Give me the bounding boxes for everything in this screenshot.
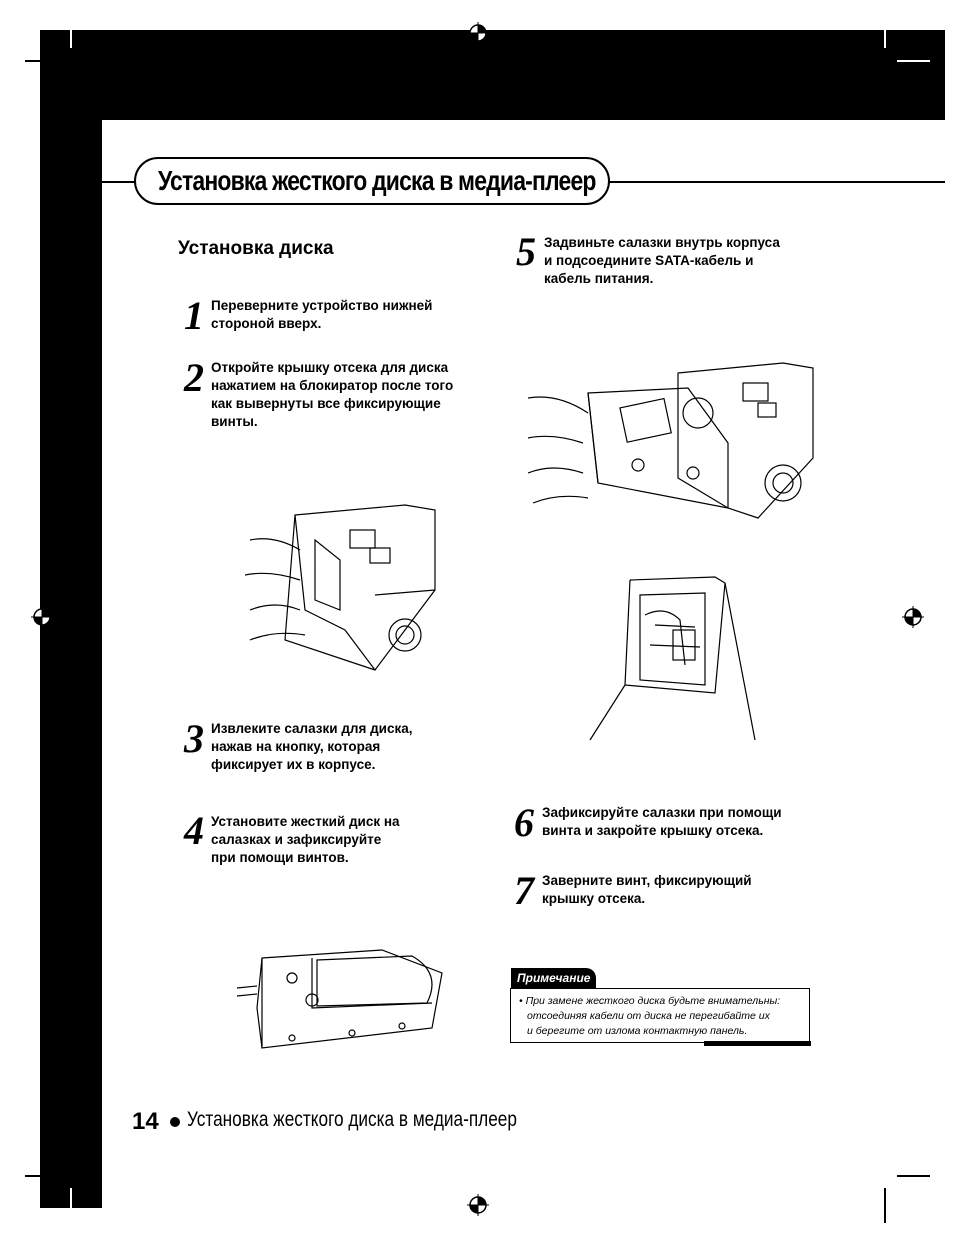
illustration-open-bay — [245, 500, 440, 680]
step-line: Откройте крышку отсека для диска — [211, 360, 449, 375]
step-number: 3 — [184, 716, 204, 761]
crosshair-registration-icon — [467, 22, 489, 44]
step-line: при помощи винтов. — [211, 850, 349, 865]
step-line: винта и закройте крышку отсека. — [542, 823, 764, 838]
note-bar — [704, 1041, 811, 1046]
crop-mark — [884, 1188, 886, 1223]
step-line: нажатием на блокиратор после того — [211, 378, 454, 393]
step-line: Извлеките салазки для диска, — [211, 721, 413, 736]
step-text — [211, 359, 453, 431]
note-line: • При замене жесткого диска будьте внимательны: — [519, 995, 781, 1007]
step-text — [542, 872, 752, 908]
step-number: 1 — [184, 293, 204, 338]
step-line: крышку отсека. — [542, 891, 646, 906]
illustration-connect-cables — [585, 575, 760, 745]
crosshair-registration-icon — [902, 606, 924, 628]
step-line: Задвиньте салазки внутрь корпуса — [544, 235, 780, 250]
title-box — [134, 157, 610, 205]
step-number: 7 — [514, 868, 534, 913]
step-line: стороной вверх. — [211, 316, 322, 331]
crop-mark — [897, 1175, 930, 1177]
crop-mark — [897, 60, 930, 62]
step-line: Установите жесткий диск на — [211, 814, 400, 829]
step-line: Заверните винт, фиксирующий — [542, 873, 752, 888]
step-number: 5 — [516, 229, 536, 274]
crop-mark — [884, 0, 886, 48]
note-line: отсоединяя кабели от диска не перегибайте их — [527, 1010, 770, 1022]
illustration-hdd-sled — [232, 948, 457, 1053]
step-line: салазках и зафиксируйте — [211, 832, 382, 847]
page-number: 14 — [132, 1108, 159, 1135]
step-number: 6 — [514, 800, 534, 845]
crosshair-registration-icon — [31, 606, 53, 628]
step-number: 2 — [184, 355, 204, 400]
crop-mark — [25, 60, 58, 62]
step-number: 4 — [184, 808, 204, 853]
step-text — [542, 804, 782, 840]
step-text — [211, 720, 412, 774]
step-text — [211, 813, 400, 867]
step-text — [211, 297, 432, 333]
step-line: винты. — [211, 414, 258, 429]
note-label: Примечание — [511, 968, 596, 988]
step-line: и подсоедините SATA-кабель и — [544, 253, 754, 268]
footer-title: Установка жесткого диска в медиа-плеер — [187, 1108, 517, 1131]
illustration-insert-sled — [528, 358, 818, 528]
step-line: Зафиксируйте салазки при помощи — [542, 805, 782, 820]
step-line: нажав на кнопку, которая — [211, 739, 381, 754]
step-line: кабель питания. — [544, 271, 654, 286]
crop-mark — [25, 1175, 58, 1177]
section-heading: Установка диска — [178, 238, 334, 259]
header-band — [40, 30, 945, 120]
step-text — [544, 234, 780, 288]
page-title: Установка жесткого диска в медиа-плеер — [158, 165, 596, 196]
crop-mark — [70, 1188, 72, 1223]
footer-bullet-icon — [170, 1117, 180, 1127]
step-line: как вывернуты все фиксирующие — [211, 396, 441, 411]
step-line: фиксирует их в корпусе. — [211, 757, 376, 772]
note-box — [510, 988, 810, 1043]
crosshair-registration-icon — [467, 1194, 489, 1216]
note-line: и берегите от излома контактную панель. — [527, 1025, 748, 1037]
crop-mark — [70, 0, 72, 48]
step-line: Переверните устройство нижней — [211, 298, 433, 313]
